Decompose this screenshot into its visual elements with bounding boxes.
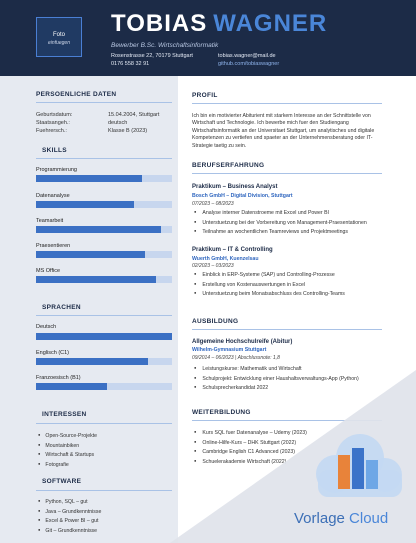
- personal-data-title: PERSOENLICHE DATEN: [36, 91, 117, 98]
- watermark-word-1: Vorlage: [294, 510, 345, 527]
- photo-label: Foto: [52, 32, 65, 38]
- skill-label: MS Office: [36, 268, 61, 274]
- applicant-role: Bewerber B.Sc. Wirtschaftsinformatik: [111, 42, 219, 49]
- list-item: ● Git – Grundkenntnisse: [38, 526, 101, 536]
- list-item: ● Schulsprecherkandidat 2022: [194, 383, 359, 393]
- education-date: 09/2014 – 06/2023 | Abschlussnote: 1,8: [192, 355, 280, 361]
- list-item: ● Analyse interner Datenstroeme mit Excel und Power BI: [194, 208, 367, 218]
- list-item: ● Wirtschaft & Startups: [38, 450, 97, 460]
- list-item: ● Teilnahme an wochentlichen Teamreviews und Projektmeetings: [194, 227, 367, 237]
- skills-title: SKILLS: [42, 147, 67, 154]
- list-item: ● Java – Grundkenntnisse: [38, 507, 101, 517]
- skill-label: Teamarbeit: [36, 218, 64, 224]
- watermark-brand: [294, 510, 388, 527]
- language-label: Englisch (C1): [36, 350, 70, 356]
- list-item: ● Schulprojekt: Entwicklung einer Haushaltsverwaltungs-App (Python): [194, 374, 359, 384]
- training-title: WEITERBILDUNG: [192, 409, 251, 416]
- job-company: Bosch GmbH – Digital Division, Stuttgart: [192, 193, 293, 199]
- skill-label: Programmierung: [36, 167, 77, 173]
- profile-text: Ich bin ein motivierter Abiturient mit starkem Interesse an der Schnittstelle von Wirtschaft und Technologie. Ich bewerbe mich fuer den Studiengang Wirtschaftsinformatik an der Universitaet Stuttgart, um analytisches und digitale Kompetenzen zu vertiefen und spaeter an der Unternehmensberatung oder IT-Strategie taetig zu sein.: [192, 113, 375, 149]
- list-item: ● Unterstuetzung bei der Vorbereitung von Management-Praesentationen: [194, 218, 367, 228]
- license-value: Klasse B (2023): [108, 128, 148, 134]
- list-item: ● Erstellung von Kostenauswertungen in Excel: [194, 280, 345, 290]
- address: Rosenstrasse 22, 70179 Stuttgart: [111, 53, 193, 59]
- list-item: ● Online-Hilfe-Kurs – DHK Stuttgart (2022): [194, 438, 307, 448]
- experience-title: BERUFSERFAHRUNG: [192, 162, 265, 169]
- list-item: ● Kurs SQL fuer Datenanalyse – Udemy (2023): [194, 428, 307, 438]
- birthdate-value: 15.04.2004, Stuttgart: [108, 112, 160, 118]
- watermark-word-2: Cloud: [349, 510, 389, 527]
- job-title: Praktikum – Business Analyst: [192, 184, 278, 190]
- list-item: ● Unterstuetzung beim Monatsabschluss des Controlling-Teams: [194, 289, 345, 299]
- list-item: ● Excel & Power BI – gut: [38, 516, 101, 526]
- education-entry-title: Allgemeine Hochschulreife (Abitur): [192, 339, 293, 345]
- list-item: ● Einblick in ERP-Systeme (SAP) und Controlling-Prozesse: [194, 270, 345, 280]
- nationality-value: deutsch: [108, 120, 128, 126]
- job-date: 02/2023 – 03/2023: [192, 263, 234, 269]
- skill-label: Praesentieren: [36, 243, 71, 249]
- skill-label: Datenanalyse: [36, 193, 70, 199]
- list-item: ● Mountainbiken: [38, 441, 97, 451]
- birthdate-label: Geburtsdatum:: [36, 112, 73, 118]
- job-title: Praktikum – IT & Controlling: [192, 247, 273, 253]
- job-company: Wuerth GmbH, Kuenzelsau: [192, 256, 259, 262]
- last-name: WAGNER: [213, 10, 328, 37]
- list-item: ● Leistungskurse: Mathematik und Wirtschaft: [194, 364, 359, 374]
- list-item: ● Cambridge English C1 Advanced (2023): [194, 447, 307, 457]
- nationality-label: Staatsangeh.:: [36, 120, 70, 126]
- email[interactable]: tobias.wagner@mail.de: [218, 53, 276, 59]
- phone: 0176 558 32 91: [111, 61, 150, 67]
- list-item: ● Schuelerakademie Wirtschaft (2022): [194, 457, 307, 467]
- languages-title: SPRACHEN: [42, 304, 81, 311]
- profile-title: PROFIL: [192, 92, 218, 99]
- language-label: Franzoesisch (B1): [36, 375, 81, 381]
- language-label: Deutsch: [36, 324, 57, 330]
- job-date: 07/2023 – 08/2023: [192, 201, 234, 207]
- school-name: Wilhelm-Gymnasium Stuttgart: [192, 347, 267, 353]
- photo-sublabel: einfuegen: [48, 40, 70, 46]
- first-name: TOBIAS: [111, 10, 208, 37]
- software-title: SOFTWARE: [42, 478, 82, 485]
- github-link[interactable]: github.com/tobiaswagner: [218, 61, 280, 67]
- list-item: ● Fotografie: [38, 460, 97, 470]
- list-item: ● Open-Source-Projekte: [38, 431, 97, 441]
- interests-title: INTERESSEN: [42, 411, 87, 418]
- list-item: ● Python, SQL – gut: [38, 497, 101, 507]
- education-title: AUSBILDUNG: [192, 318, 239, 325]
- license-label: Fuehrersch.:: [36, 128, 67, 134]
